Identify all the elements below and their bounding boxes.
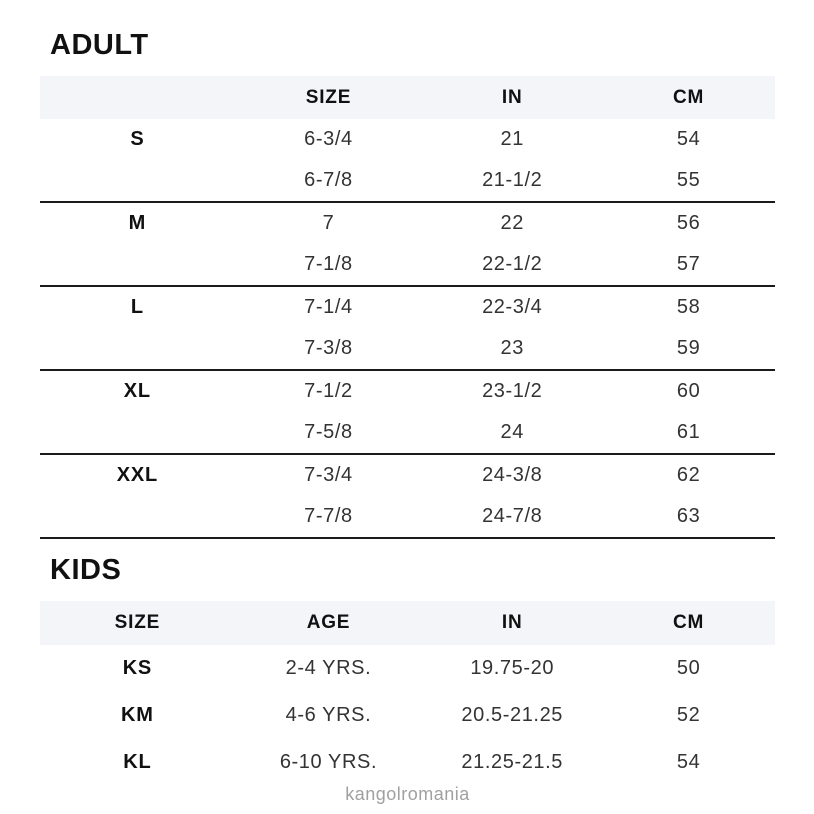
table-row (40, 119, 775, 160)
size-value: 7 (322, 212, 335, 234)
cm-value: 62 (676, 464, 701, 486)
table-row (40, 328, 775, 371)
size-value: 7-5/8 (304, 421, 353, 443)
table-row (40, 287, 775, 328)
watermark-brand-text: kangolromania (345, 784, 470, 804)
cm-value: 61 (676, 421, 701, 443)
size-group-label: XXL (116, 464, 159, 486)
adult-section-title: ADULT (50, 29, 149, 61)
cm-value: 57 (676, 253, 701, 275)
size-value: 6-3/4 (304, 128, 353, 150)
inches-value: 21 (500, 128, 524, 150)
cm-value: 56 (676, 212, 701, 234)
inches-value: 22-1/2 (482, 253, 543, 275)
table-row (40, 371, 775, 412)
size-group-label: M (128, 212, 147, 234)
kids-section-title: KIDS (50, 554, 122, 586)
table-row (40, 160, 775, 203)
cm-value: 54 (676, 751, 701, 773)
inches-value: 20.5-21.25 (461, 704, 564, 726)
cm-value: 58 (676, 296, 701, 318)
adult-header-cm: CM (673, 86, 705, 108)
cm-value: 54 (676, 128, 701, 150)
inches-value: 23 (500, 337, 524, 359)
size-group-label: L (130, 296, 144, 318)
table-row (40, 692, 775, 739)
kids-size-label: KL (123, 751, 152, 773)
table-row (40, 244, 775, 287)
kids-size-label: KS (122, 657, 153, 679)
inches-value: 24-3/8 (482, 464, 543, 486)
cm-value: 60 (676, 380, 701, 402)
cm-value: 63 (676, 505, 701, 527)
kids-header-in: IN (501, 612, 523, 633)
inches-value: 22-3/4 (482, 296, 543, 318)
inches-value: 22 (500, 212, 524, 234)
size-group-label: XL (123, 380, 151, 402)
adult-header-in: IN (501, 86, 523, 108)
table-row (40, 455, 775, 496)
kids-header-cm: CM (673, 612, 705, 633)
table-row (40, 203, 775, 244)
age-value: 4-6 YRS. (285, 704, 372, 726)
size-value: 7-3/8 (304, 337, 353, 359)
inches-value: 21.25-21.5 (461, 751, 564, 773)
size-value: 6-7/8 (304, 169, 353, 191)
inches-value: 21-1/2 (482, 169, 543, 191)
inches-value: 23-1/2 (482, 380, 543, 402)
cm-value: 55 (676, 169, 701, 191)
table-row (40, 645, 775, 692)
cm-value: 50 (676, 657, 701, 679)
adult-table-header-row (40, 76, 775, 119)
size-value: 7-3/4 (304, 464, 353, 486)
size-group-label: S (130, 128, 145, 150)
age-value: 6-10 YRS. (279, 751, 378, 773)
table-row (40, 496, 775, 539)
size-value: 7-1/4 (304, 296, 353, 318)
kids-table-body (40, 645, 775, 786)
adult-table-body (40, 119, 775, 539)
inches-value: 19.75-20 (470, 657, 555, 679)
inches-value: 24 (500, 421, 524, 443)
age-value: 2-4 YRS. (285, 657, 372, 679)
kids-size-table (40, 601, 775, 786)
adult-size-table (40, 76, 775, 539)
size-value: 7-7/8 (304, 505, 353, 527)
cm-value: 59 (676, 337, 701, 359)
kids-header-size: SIZE (114, 612, 161, 633)
adult-header-size: SIZE (305, 86, 352, 108)
size-value: 7-1/2 (304, 380, 353, 402)
cm-value: 52 (676, 704, 701, 726)
kids-size-label: KM (121, 704, 154, 726)
table-row (40, 412, 775, 455)
kids-header-age: AGE (306, 612, 351, 633)
size-value: 7-1/8 (304, 253, 353, 275)
kids-table-header-row (40, 601, 775, 645)
table-row (40, 739, 775, 786)
inches-value: 24-7/8 (482, 505, 543, 527)
